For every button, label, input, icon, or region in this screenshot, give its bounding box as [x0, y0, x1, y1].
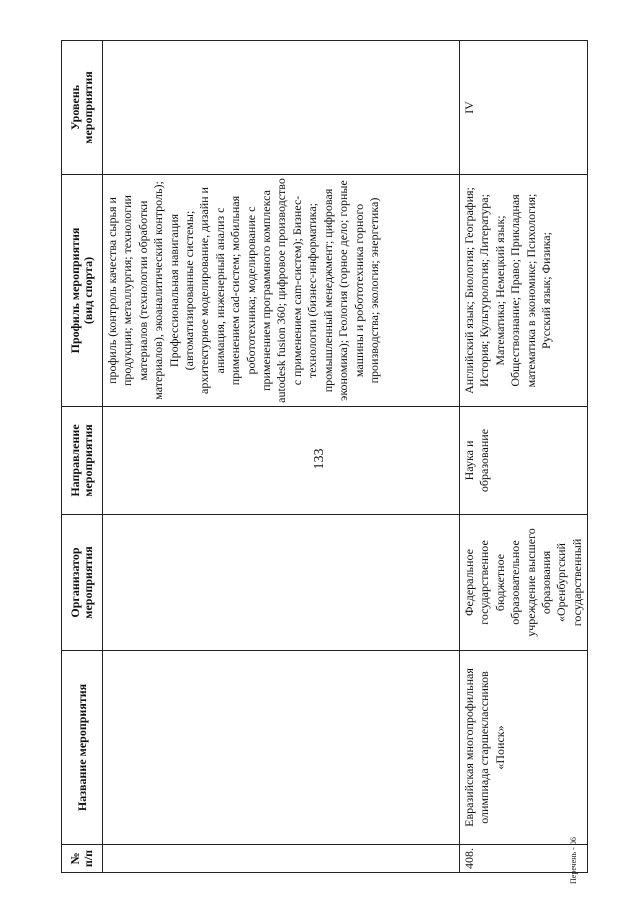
- header-profile: Профиль мероприятия (вид спорта): [62, 175, 103, 407]
- cell-level: IV: [460, 41, 588, 175]
- header-name: Название мероприятия: [62, 651, 103, 845]
- cell-name: Евразийская многопрофильная олимпиада старшеклассников «Поиск»: [460, 651, 588, 845]
- table-row: [460, 41, 588, 873]
- cell-direction: [103, 407, 460, 515]
- header-organizer: Организатор мероприятия: [62, 515, 103, 651]
- header-direction: Направление мероприятия: [62, 407, 103, 515]
- cell-direction: Наука и образование: [460, 407, 588, 515]
- cell-organizer: Федеральное государственное бюджетное образовательное учреждение высшего образования «Оренбургский государственный: [460, 515, 588, 651]
- cell-level: [103, 41, 460, 175]
- footer-note: Перечень - 06: [569, 837, 578, 884]
- cell-organizer: [103, 515, 460, 651]
- header-num: № п/п: [62, 845, 103, 873]
- cell-num: [103, 845, 460, 873]
- events-table: [61, 40, 588, 873]
- cell-profile: профиль (контроль качества сырья и продукции; металлургия; технологии материалов (технологии обработки материалов), экоаналитический контроль); Профессиональная навигация (автоматизированные системы; архитектурное моделирование, дизайн и анимация, инженерный анализ с применением cad-систем; мобильная робототехника; моделирование с применением программного комплекса autodesk fusion 360; цифровое производство с применением cam-систем); Бизнес-технологии (бизнес-информатика; промышленный менеджмент; цифровая экономика); Геология (горное дело; горные машины и робототехника горного производства; экология; энергетика): [103, 175, 460, 407]
- cell-profile: Английский язык; Биология; География; История; Культурология; Литература; Математика; Немецкий язык; Обществознание; Право; Прикладная математика в экономике; Психология; Русский язык; Физика;: [460, 175, 588, 407]
- cell-num: 408.: [460, 845, 588, 873]
- table-row: [103, 41, 460, 873]
- rotated-table-container: [61, 41, 584, 873]
- header-level: Уровень мероприятия: [62, 41, 103, 175]
- header-row: [62, 41, 103, 873]
- page-number: 133: [312, 448, 327, 470]
- cell-name: [103, 651, 460, 845]
